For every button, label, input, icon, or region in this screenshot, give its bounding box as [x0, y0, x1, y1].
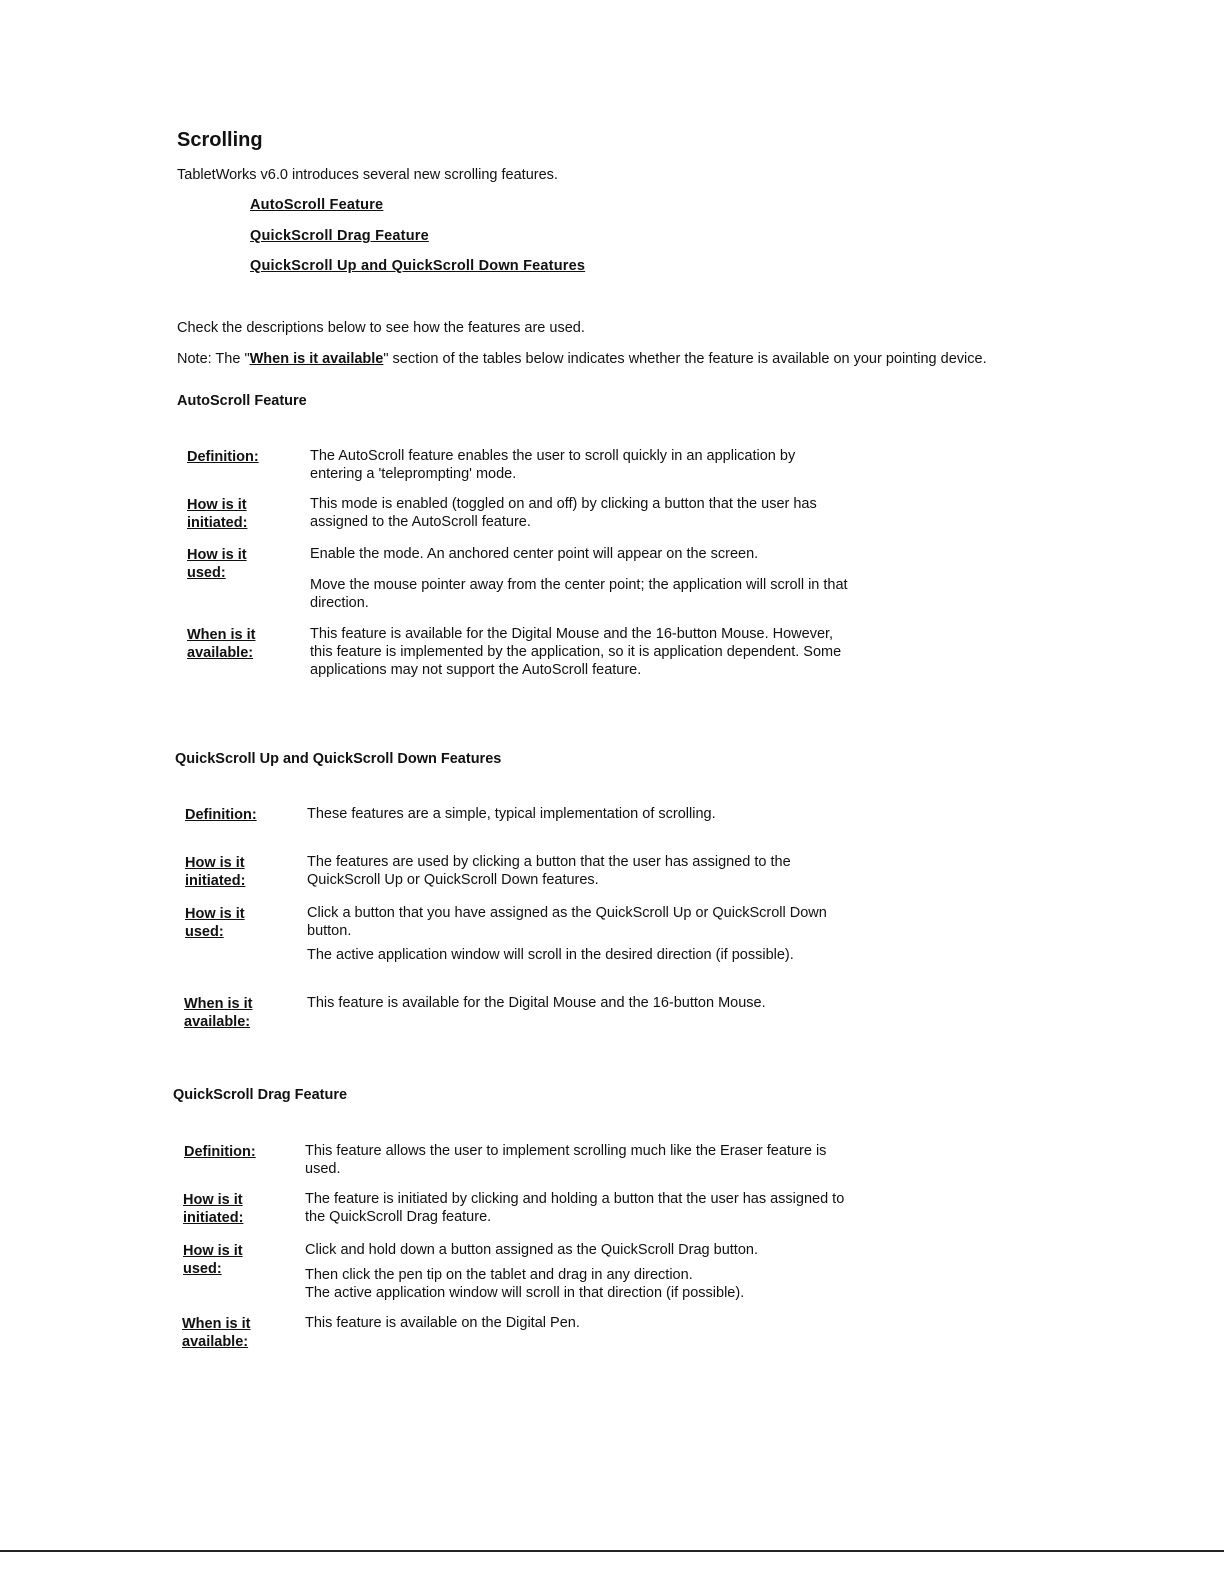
- check-text: Check the descriptions below to see how the features are used.: [177, 320, 585, 336]
- label-available: [184, 995, 284, 1031]
- label-used: [187, 546, 287, 582]
- label-available: [182, 1315, 282, 1351]
- label-text: How is it: [187, 547, 247, 563]
- updown-used-2: The active application window will scroll in the desired direction (if possible).: [307, 947, 794, 963]
- label-initiated: [185, 854, 285, 890]
- updown-used-1: Click a button that you have assigned as the QuickScroll Up or QuickScroll Down button.: [307, 905, 827, 939]
- autoscroll-used-1: Enable the mode. An anchored center point will appear on the screen.: [310, 546, 759, 562]
- updown-initiated: The features are used by clicking a button that the user has assigned to the QuickScroll Up or QuickScroll Down features.: [307, 854, 791, 888]
- label-initiated: [187, 496, 287, 532]
- label-text: How is it: [183, 1192, 243, 1208]
- label-text: used:: [187, 565, 226, 581]
- section-heading-quickscroll-drag: QuickScroll Drag Feature: [173, 1087, 348, 1103]
- drag-definition: This feature allows the user to implement scrolling much like the Eraser feature is used.: [305, 1143, 827, 1177]
- intro-text: TabletWorks v6.0 introduces several new scrolling features.: [177, 167, 558, 183]
- label-definition: Definition:: [185, 807, 257, 823]
- section-heading-autoscroll: AutoScroll Feature: [177, 393, 307, 409]
- label-initiated: [183, 1191, 283, 1227]
- autoscroll-used-2: Move the mouse pointer away from the center point; the application will scroll in that direction.: [310, 577, 848, 611]
- updown-definition: These features are a simple, typical implementation of scrolling.: [307, 806, 716, 822]
- label-text: available:: [182, 1334, 249, 1350]
- label-text: When is it: [187, 627, 256, 643]
- drag-initiated: The feature is initiated by clicking and holding a button that the user has assigned to the QuickScroll Drag feature.: [305, 1191, 845, 1225]
- label-text: How is it: [187, 497, 247, 513]
- label-text: initiated:: [187, 515, 248, 531]
- link-quickscroll-updown[interactable]: QuickScroll Up and QuickScroll Down Features: [250, 258, 586, 274]
- note-emphasis: When is it available: [249, 351, 384, 367]
- label-text: When is it: [184, 996, 253, 1012]
- bottom-rule: [0, 1550, 1224, 1552]
- drag-used-2: Then click the pen tip on the tablet and drag in any direction.: [305, 1267, 693, 1283]
- label-text: available:: [187, 645, 254, 661]
- label-text: When is it: [182, 1316, 251, 1332]
- label-used: [183, 1242, 283, 1278]
- drag-available: This feature is available on the Digital Pen.: [305, 1315, 580, 1331]
- label-text: How is it: [185, 906, 245, 922]
- label-text: used:: [185, 924, 224, 940]
- label-text: How is it: [183, 1243, 243, 1259]
- label-definition: Definition:: [184, 1144, 256, 1160]
- autoscroll-available: This feature is available for the Digital Mouse and the 16-button Mouse. However, this feature is implemented by the application, so it is application dependent. Some applications may not support the AutoScroll feature.: [310, 626, 842, 678]
- autoscroll-definition: The AutoScroll feature enables the user to scroll quickly in an application by entering a 'teleprompting' mode.: [310, 448, 796, 482]
- note-before: Note: The ": [177, 351, 250, 367]
- label-text: initiated:: [185, 873, 246, 889]
- page-title: Scrolling: [177, 129, 263, 151]
- label-text: available:: [184, 1014, 251, 1030]
- label-used: [185, 905, 285, 941]
- label-text: used:: [183, 1261, 222, 1277]
- label-text: initiated:: [183, 1210, 244, 1226]
- link-quickscroll-drag[interactable]: QuickScroll Drag Feature: [250, 228, 429, 244]
- section-heading-quickscroll-updown: QuickScroll Up and QuickScroll Down Features: [175, 751, 502, 767]
- label-definition: Definition:: [187, 449, 259, 465]
- note-after: " section of the tables below indicates whether the feature is available on your pointing device.: [383, 351, 987, 367]
- note-text: [177, 350, 987, 368]
- drag-used-3: The active application window will scroll in that direction (if possible).: [305, 1285, 745, 1301]
- drag-used-1: Click and hold down a button assigned as the QuickScroll Drag button.: [305, 1242, 758, 1258]
- label-text: How is it: [185, 855, 245, 871]
- link-autoscroll[interactable]: AutoScroll Feature: [250, 197, 384, 213]
- autoscroll-initiated: This mode is enabled (toggled on and off) by clicking a button that the user has assigned to the AutoScroll feature.: [310, 496, 817, 530]
- updown-available: This feature is available for the Digital Mouse and the 16-button Mouse.: [307, 995, 766, 1011]
- label-available: [187, 626, 287, 662]
